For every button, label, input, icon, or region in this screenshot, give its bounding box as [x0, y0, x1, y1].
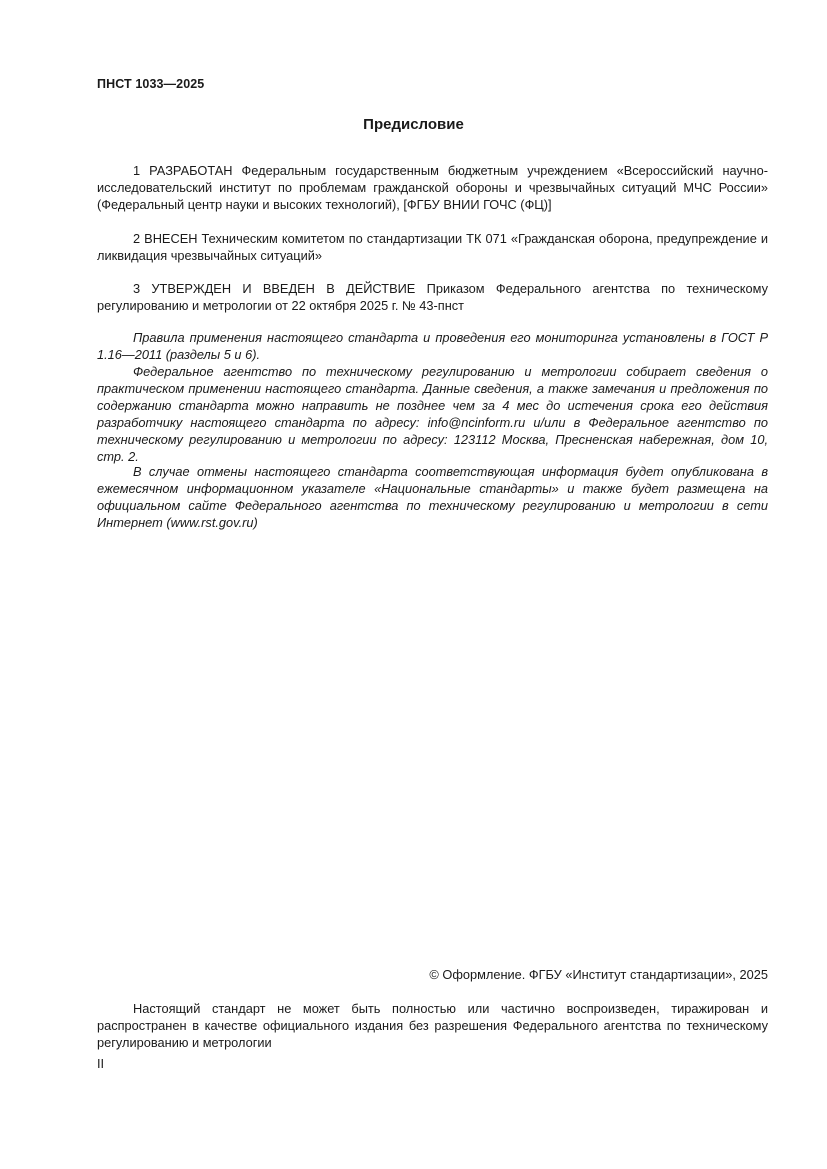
copyright-notice: © Оформление. ФГБУ «Институт стандартизации», 2025 [429, 967, 768, 982]
note-application-rules: Правила применения настоящего стандарта и проведения его мониторинга установлены в ГОСТ Р 1.16—2011 (разделы 5 и 6). [97, 330, 768, 362]
section-submitted: 2 ВНЕСЕН Техническим комитетом по стандартизации ТК 071 «Гражданская оборона, предупреждение и ликвидация чрезвычайных ситуаций» [97, 231, 768, 263]
page-title: Предисловие [363, 116, 464, 133]
document-code: ПНСТ 1033—2025 [97, 77, 205, 91]
note-feedback: Федеральное агентство по техническому регулированию и метрологии собирает сведения о практическом применении настоящего стандарта. Данные сведения, а также замечания и предложения по содержанию стандарта можно направить не позднее чем за 4 мес до истечения срока его действия разработчику настоящего стандарта по адресу: info@ncinform.ru u/или в Федеральное агентство по техническому регулированию и метрологии по адресу: 123112 Москва, Пресненская набережная, дом 10, стр. 2. [97, 364, 768, 464]
page-number: II [97, 1056, 105, 1071]
note-cancellation: В случае отмены настоящего стандарта соответствующая информация будет опубликована в ежемесячном информационном указателе «Национальные стандарты» и также будет размещена на официальном сайте Федерального агентства по техническому регулированию и метрологии в сети Интернет (www.rst.gov.ru) [97, 464, 768, 530]
section-developed: 1 РАЗРАБОТАН Федеральным государственным бюджетным учреждением «Всероссийский научно-исследовательский институт по проблемам гражданской обороны и чрезвычайных ситуаций МЧС России» (Федеральный центр науки и высоких технологий), [ФГБУ ВНИИ ГОЧС (ФЦ)] [97, 163, 768, 212]
section-approved: 3 УТВЕРЖДЕН И ВВЕДЕН В ДЕЙСТВИЕ Приказом Федерального агентства по техническому регулированию и метрологии от 22 октября 2025 г. № 43-пнст [97, 281, 768, 313]
reproduction-restriction: Настоящий стандарт не может быть полностью или частично воспроизведен, тиражирован и распространен в качестве официального издания без разрешения Федерального агентства по техническому регулированию и метрологии [97, 1001, 768, 1050]
